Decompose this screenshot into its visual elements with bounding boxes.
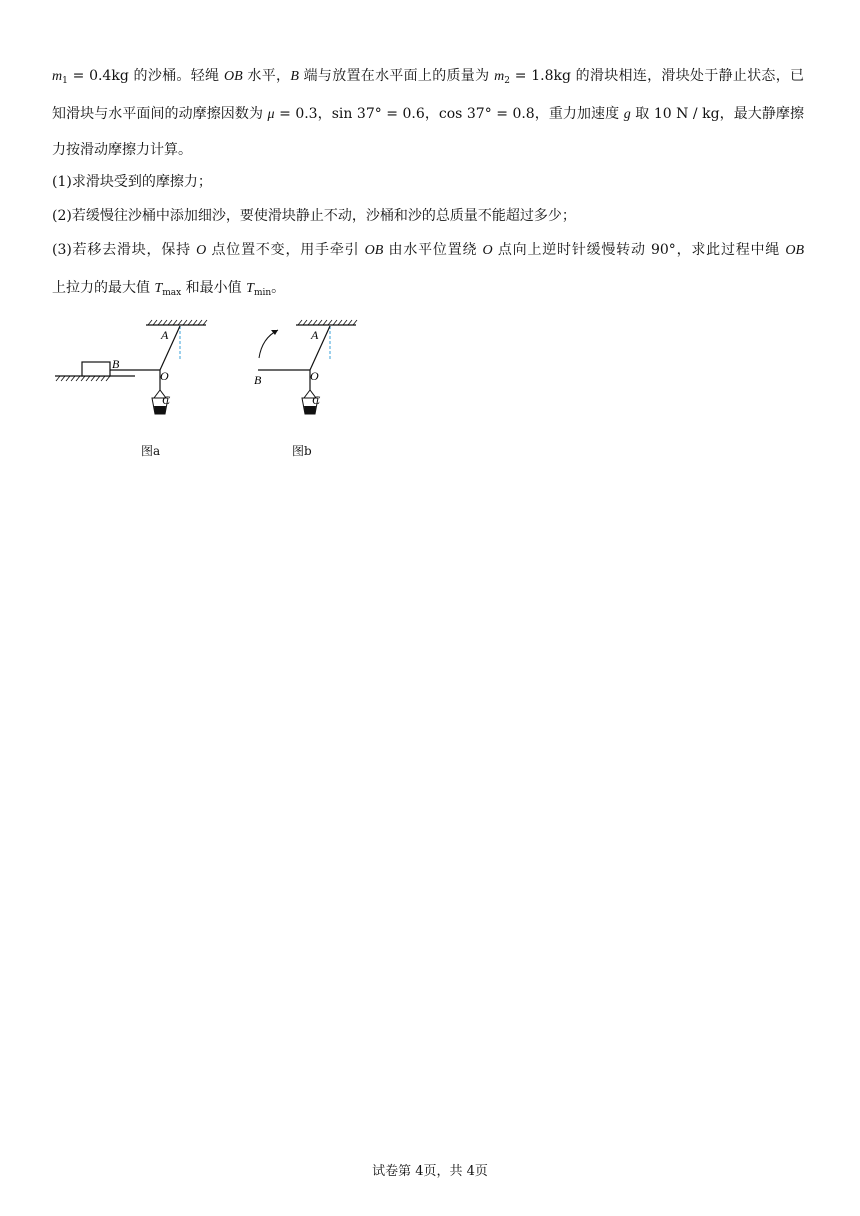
point-o-label: O — [196, 243, 207, 258]
rope-ob-label: OB — [785, 243, 805, 258]
problem-text: 水平， — [242, 68, 291, 84]
label-a: A — [311, 328, 319, 342]
point-o-label: O — [482, 243, 493, 258]
tmin-subscript: min — [253, 288, 272, 298]
slider-block — [82, 362, 110, 376]
rope-ob-label: OB — [364, 243, 384, 258]
m2-subscript: 2 — [504, 76, 510, 86]
problem-text: 上拉力的最大值 — [52, 280, 155, 296]
label-c: C — [162, 393, 171, 407]
label-c: C — [312, 393, 321, 407]
mu-symbol: μ — [267, 107, 275, 122]
figure-b-caption: 图b — [292, 444, 312, 458]
question-2: (2)若缓慢往沙桶中添加细沙，要使滑块静止不动，沙桶和沙的总质量不能超过多少； — [52, 208, 576, 224]
problem-text: 由水平位置绕 — [383, 242, 483, 258]
problem-text: 的沙桶。轻绳 — [133, 68, 225, 84]
page-footer: 试卷第 4页，共 4页 — [372, 1164, 488, 1179]
label-o: O — [160, 369, 169, 383]
g-symbol: g — [623, 107, 631, 122]
tmax-subscript: max — [162, 288, 182, 298]
m1-value: = 0.4kg — [67, 68, 129, 84]
problem-text: 和最小值 — [181, 280, 247, 296]
sand-fill — [304, 406, 316, 414]
problem-text: 。 — [271, 280, 286, 296]
figure-b-diagram — [240, 318, 370, 438]
ground-hatch — [56, 376, 110, 381]
label-o: O — [310, 369, 319, 383]
question-1: (1)求滑块受到的摩擦力； — [52, 174, 212, 190]
problem-line-1 — [52, 66, 804, 87]
label-b: B — [254, 373, 262, 387]
problem-text: 点向上逆时针缓慢转动 90°，求此过程中绳 — [492, 242, 786, 258]
problem-text: 的滑块相连，滑块处于静止状态，已 — [570, 68, 805, 84]
sand-fill — [154, 406, 166, 414]
rope-ob-label: OB — [224, 69, 243, 84]
problem-text: (3)若移去滑块，保持 — [52, 242, 197, 258]
problem-text: 端与放置在水平面上的质量为 — [298, 68, 495, 84]
problem-line-3: 力按滑动摩擦力计算。 — [52, 142, 192, 158]
label-a: A — [161, 328, 169, 342]
question-3-line-1 — [52, 240, 804, 261]
figure-a-diagram — [50, 318, 220, 438]
tmax-symbol: T — [154, 281, 163, 296]
problem-text: 取 10 N / kg，最大静摩擦 — [630, 106, 805, 122]
m1-subscript: 1 — [62, 76, 68, 86]
problem-text: ，sin 37° = 0.6，cos 37° = 0.8，重力加速度 — [317, 106, 624, 122]
m2-symbol: m — [494, 69, 505, 84]
point-b-label: B — [290, 69, 299, 84]
problem-text: 点位置不变，用手牵引 — [206, 242, 365, 258]
m1-symbol: m — [52, 69, 63, 84]
m2-value: = 1.8kg — [510, 68, 571, 84]
ceiling-hatch — [148, 320, 207, 325]
mu-value: = 0.3 — [274, 106, 318, 122]
problem-text: 知滑块与水平面间的动摩擦因数为 — [52, 106, 268, 122]
tmin-symbol: T — [246, 281, 254, 296]
ceiling-hatch — [298, 320, 357, 325]
figure-a-caption: 图a — [141, 444, 161, 458]
problem-line-2 — [52, 104, 804, 125]
question-3-line-2 — [52, 278, 285, 299]
label-b: B — [112, 357, 120, 371]
